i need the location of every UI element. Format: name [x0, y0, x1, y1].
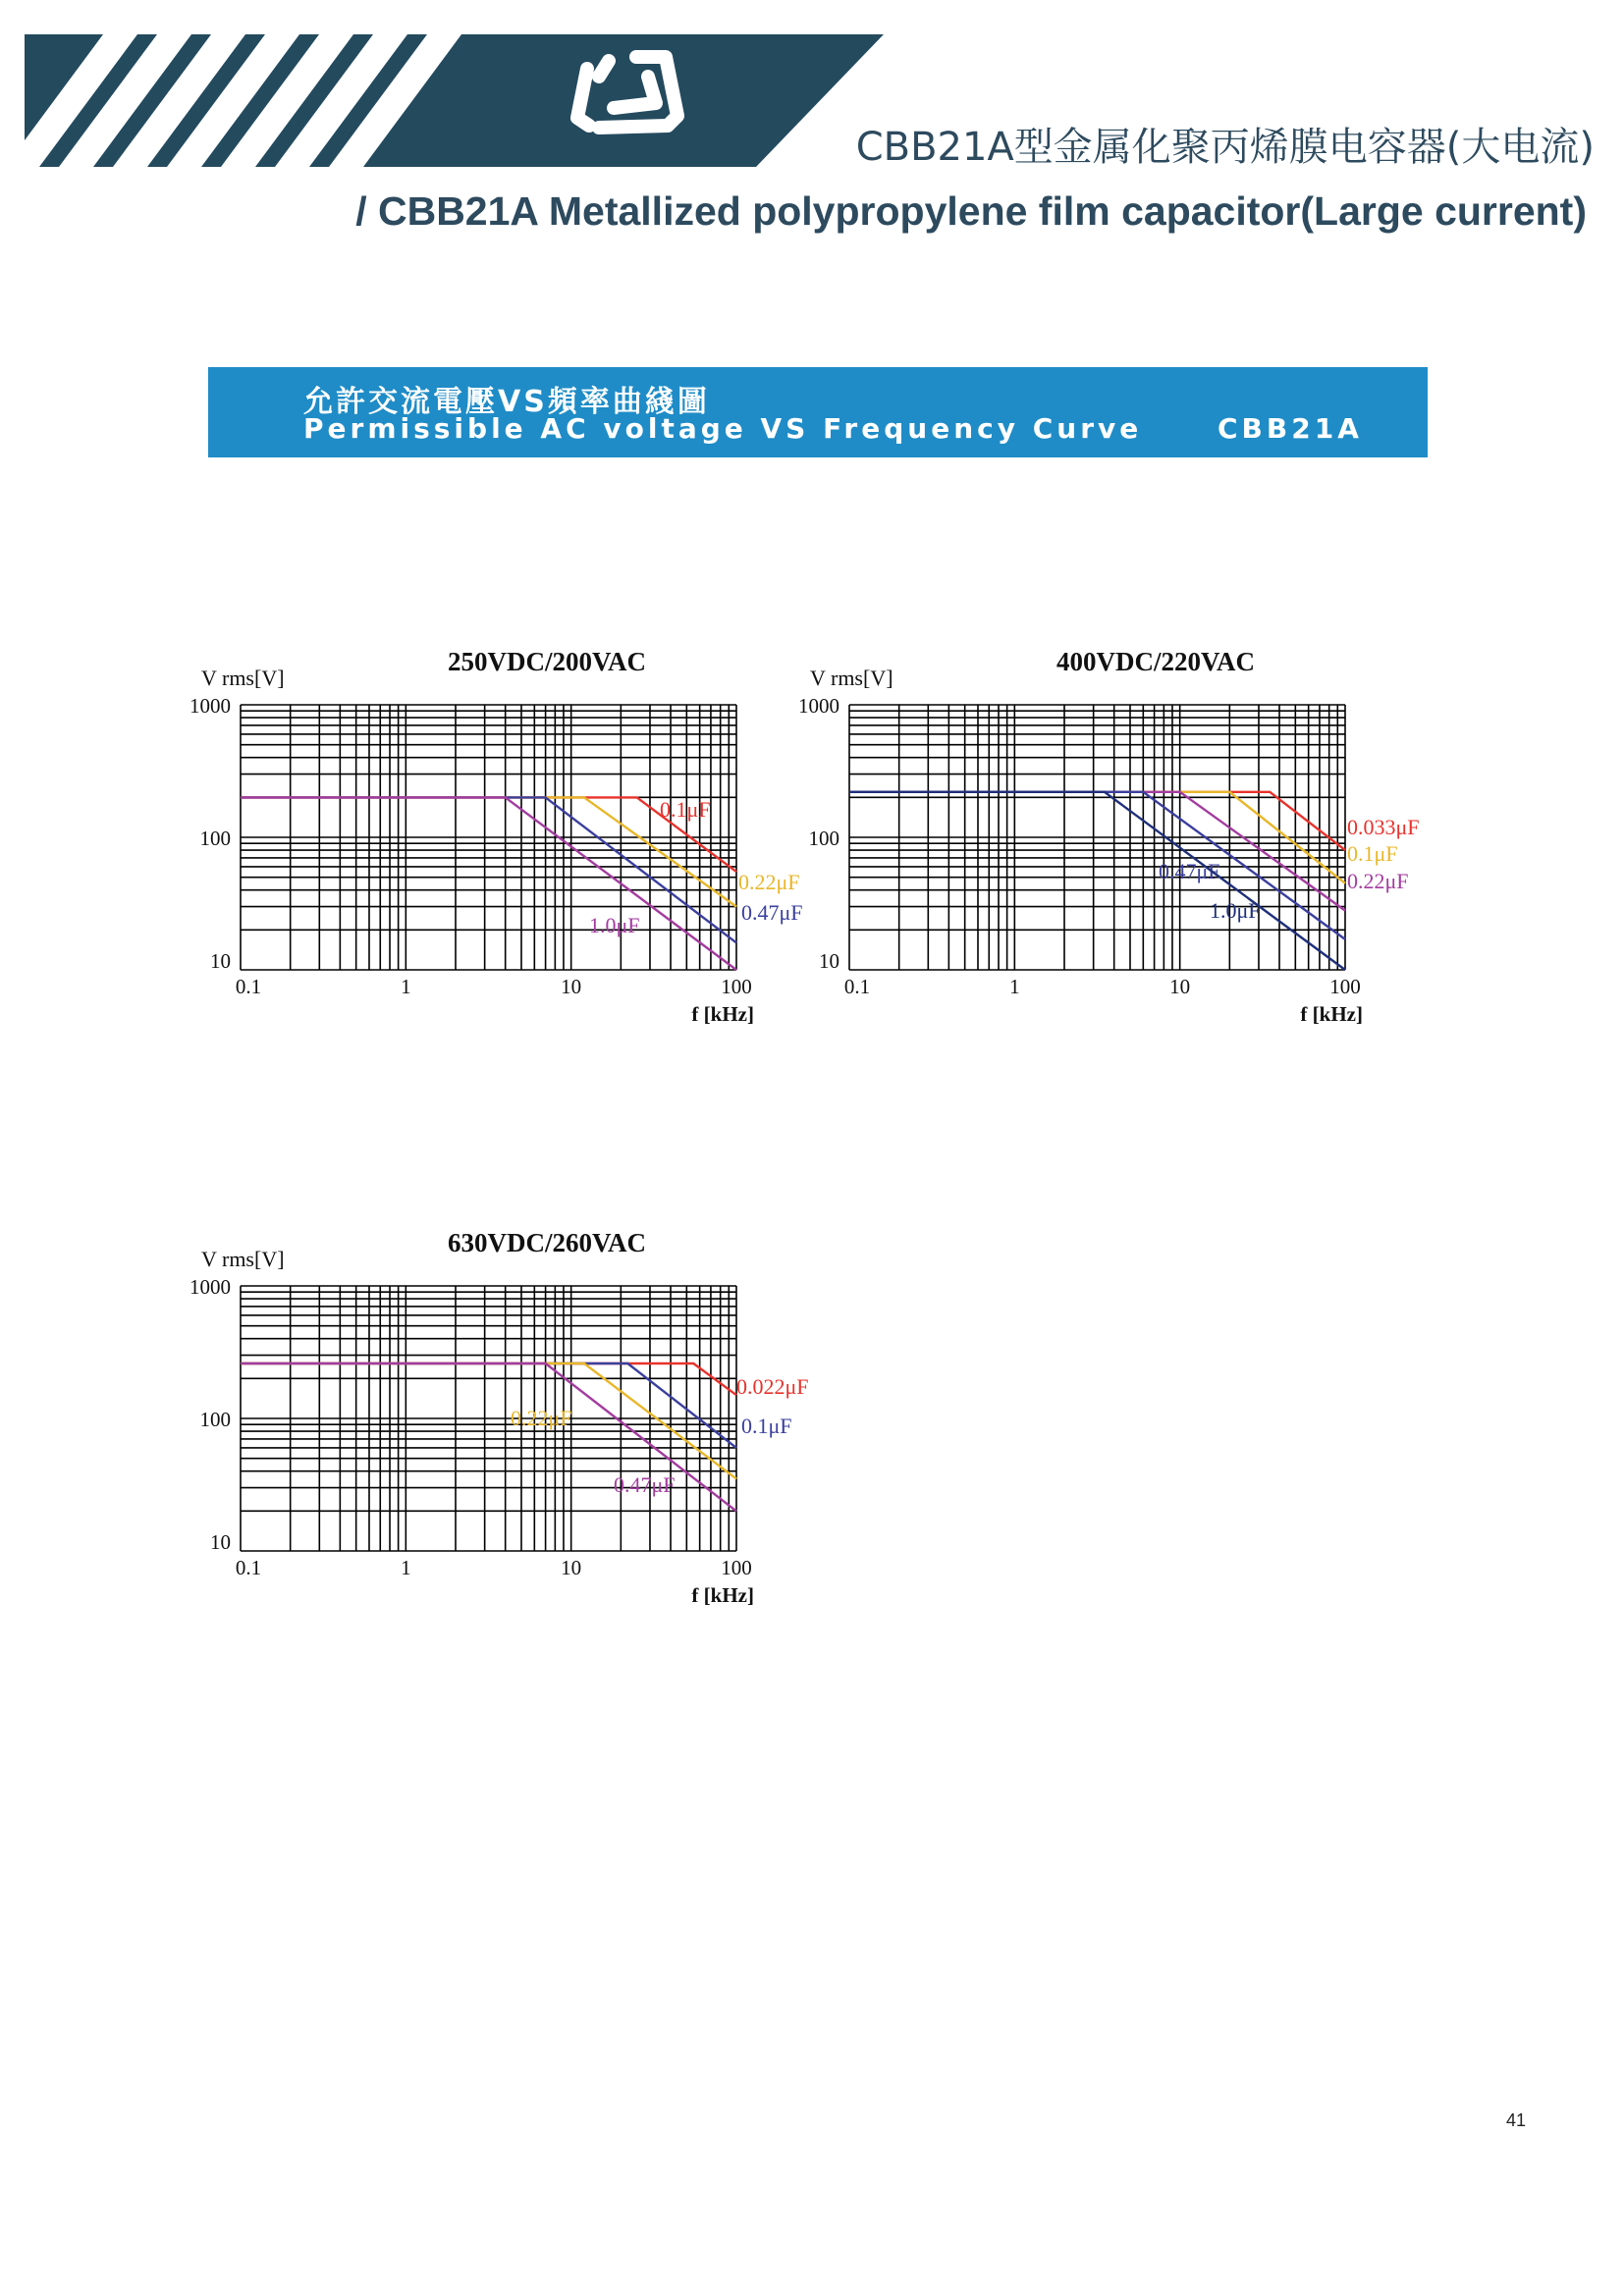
- y-tick-label: 1000: [189, 694, 231, 718]
- y-tick-label: 10: [819, 949, 839, 973]
- y-tick-label: 10: [210, 1530, 231, 1554]
- y-tick-label: 1000: [189, 1275, 231, 1299]
- series-label: 0.22μF: [1347, 869, 1409, 893]
- x-tick-label: 0.1: [235, 975, 262, 998]
- series-label: 0.47μF: [741, 900, 803, 925]
- header-title-cn: CBB21A型金属化聚丙烯膜电容器(大电流): [855, 125, 1595, 170]
- y-tick-label: 100: [199, 827, 231, 850]
- chart-title: 630VDC/260VAC: [447, 1228, 647, 1257]
- y-axis-label: V rms[V]: [201, 1247, 285, 1271]
- x-tick-label: 1: [401, 1556, 411, 1579]
- y-tick-label: 10: [210, 949, 231, 973]
- series-label: 0.1μF: [741, 1414, 792, 1438]
- series-label: 0.022μF: [736, 1374, 809, 1399]
- y-axis-label: V rms[V]: [201, 666, 285, 690]
- series-line: [849, 792, 1345, 850]
- x-tick-label: 1: [401, 975, 411, 998]
- x-tick-label: 0.1: [843, 975, 871, 998]
- x-tick-label: 10: [561, 1556, 582, 1579]
- series-line: [241, 1363, 736, 1479]
- chart-title: 250VDC/200VAC: [447, 647, 647, 676]
- series-line: [241, 1363, 736, 1448]
- x-tick-label: 100: [1329, 975, 1361, 998]
- x-tick-label: 0.1: [235, 1556, 262, 1579]
- series-label: 1.0μF: [589, 913, 640, 937]
- series-line: [849, 792, 1345, 911]
- series-line: [849, 792, 1345, 939]
- x-tick-label: 1: [1009, 975, 1020, 998]
- series-line: [849, 792, 1345, 970]
- series-label: 0.033μF: [1347, 815, 1420, 839]
- page-number: 41: [1506, 2110, 1527, 2130]
- grid: [241, 1286, 736, 1551]
- series-label: 0.22μF: [738, 870, 800, 894]
- x-tick-label: 10: [561, 975, 582, 998]
- x-axis-label: f [kHz]: [691, 1583, 754, 1607]
- series-line: [241, 797, 736, 970]
- x-axis-label: f [kHz]: [691, 1002, 754, 1026]
- x-tick-label: 100: [721, 1556, 752, 1579]
- chart-title: 400VDC/220VAC: [1056, 647, 1256, 676]
- series-label: 0.47μF: [1159, 859, 1220, 883]
- header-title-en: / CBB21A Metallized polypropylene film capacitor(Large current): [355, 188, 1587, 234]
- series-label: 0.1μF: [660, 797, 711, 822]
- series-label: 1.0μF: [1210, 898, 1261, 923]
- grid: [241, 705, 736, 970]
- y-axis-label: V rms[V]: [810, 666, 893, 690]
- section-model: CBB21A: [1218, 412, 1363, 445]
- y-tick-label: 1000: [798, 694, 839, 718]
- chart-1: [189, 647, 803, 1026]
- series-label: 0.1μF: [1347, 841, 1398, 866]
- section-title-cn: 允許交流電壓VS頻率曲綫圖: [303, 385, 710, 419]
- chart-2: [798, 647, 1420, 1026]
- series-label: 0.22μF: [511, 1406, 572, 1430]
- grid: [849, 705, 1345, 970]
- section-title-en: Permissible AC voltage VS Frequency Curve: [303, 412, 1143, 445]
- x-tick-label: 10: [1169, 975, 1191, 998]
- chart-3: [189, 1228, 809, 1607]
- x-tick-label: 100: [721, 975, 752, 998]
- series-label: 0.47μF: [614, 1472, 676, 1497]
- y-tick-label: 100: [808, 827, 839, 850]
- x-axis-label: f [kHz]: [1300, 1002, 1363, 1026]
- y-tick-label: 100: [199, 1408, 231, 1431]
